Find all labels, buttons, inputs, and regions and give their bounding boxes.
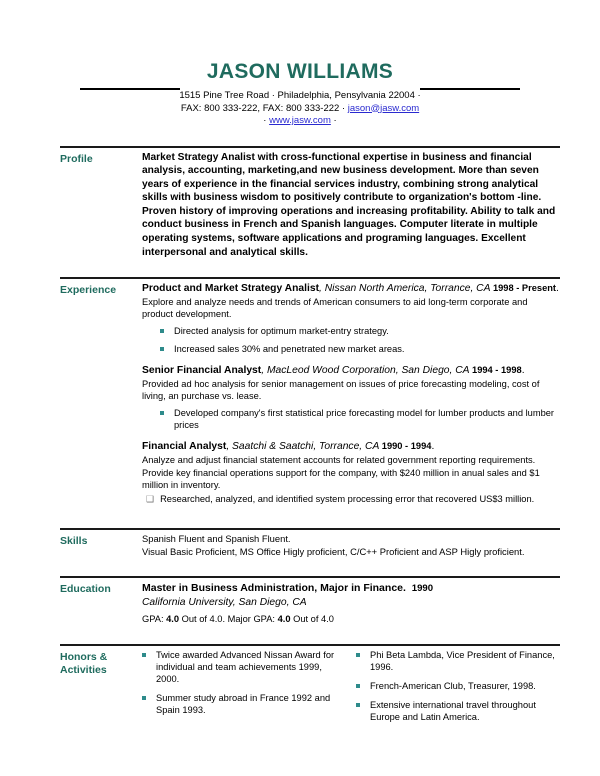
bullet-dot-icon	[356, 684, 360, 688]
job-bullet-item	[160, 325, 560, 337]
honors-list-item	[356, 649, 560, 673]
website-link[interactable]: www.jasw.com	[269, 115, 331, 126]
experience-entry	[142, 282, 560, 355]
job-heading	[142, 364, 560, 377]
job-bullet-text: Directed analysis for optimum market-entry strategy.	[174, 326, 389, 337]
job-box-bullet-text: Researched, analyzed, and identified system processing error that recovered US$3 million.	[160, 494, 535, 505]
section-label-skills: Skills	[60, 535, 88, 548]
job-description-secondary: Provide key financial operations support for the company, with $240 million in anual sales and $1 million in inventory.	[142, 468, 540, 491]
honors-item-text: Summer study abroad in France 1992 and Spain 1993.	[156, 693, 331, 716]
gpa-value: 4.0	[166, 614, 180, 625]
skills-line: Visual Basic Proficient, MS Office Higly proficient, C/C++ Proficient and ASP Higly proficient.	[142, 545, 525, 557]
honors-list-item	[142, 649, 346, 685]
section-label-experience: Experience	[60, 284, 117, 297]
bullet-dot-icon	[142, 653, 146, 657]
gpa-scale: Out of 4.0.	[179, 614, 228, 625]
bullet-dot-icon	[142, 696, 146, 700]
job-dates-suffix: .	[431, 441, 435, 453]
major-gpa-scale: Out of 4.0	[290, 614, 334, 625]
section-label-profile: Profile	[60, 152, 93, 165]
honors-list-item	[356, 699, 560, 723]
job-organization: , Saatchi & Saatchi, Torrance, CA	[226, 441, 382, 453]
job-description: Analyze and adjust financial statement accounts for related government reporting requirements.	[142, 455, 536, 466]
job-bullet-list	[142, 407, 560, 431]
job-dates: 1994 - 1998	[472, 365, 522, 376]
section-honors	[0, 640, 600, 730]
experience-entry	[142, 440, 560, 505]
section-education	[0, 572, 600, 626]
honors-list	[142, 649, 346, 716]
section-profile	[0, 142, 600, 260]
section-label-honors	[60, 649, 142, 677]
education-degree-line	[142, 581, 560, 596]
profile-summary-text: Market Strategy Analist with cross-functional expertise in business and financial analysis, accounting, marketing,and new business development. More than seven years of experience in the financial services industry, combining strong analytical skills with business wisdom to positively contribute to organization's bottom -line. Proven history of improving operations and increasing profitability. Ability to talk and conduct business in French and Spanish languages. Computer literate in multiple operating systems, software applications and programing languages. Excellent interpersonal and analytical skills.	[142, 151, 556, 258]
job-dates: 1990 - 1994	[381, 441, 432, 452]
education-year: 1990	[411, 583, 434, 595]
major-gpa-value: 4.0	[277, 614, 291, 625]
job-dates-suffix: .	[521, 365, 525, 377]
major-gpa-label: Major GPA:	[227, 614, 278, 625]
section-skills	[0, 524, 600, 558]
honors-column-right	[356, 649, 560, 730]
job-organization: , Nissan North America, Torrance, CA	[319, 283, 493, 295]
honors-item-text: French-American Club, Treasurer, 1998.	[370, 681, 536, 692]
honors-list	[356, 649, 560, 723]
bullet-dot-icon	[160, 329, 164, 333]
section-label-honors-line1: Honors &	[60, 651, 108, 664]
honors-list-item	[356, 680, 560, 692]
education-degree: Master in Business Administration, Major in Finance.	[142, 582, 406, 595]
contact-website-line	[0, 115, 600, 128]
skills-line: Spanish Fluent and Spanish Fluent.	[142, 533, 291, 545]
header-rule-left	[80, 88, 180, 90]
job-heading	[142, 440, 560, 453]
website-suffix: ·	[330, 115, 337, 126]
job-title: Product and Market Strategy Analist	[142, 283, 319, 295]
job-bullet-text: Developed company's first statistical price forecasting model for lumber products and lumber prices	[174, 408, 555, 431]
section-label-education: Education	[60, 583, 111, 596]
candidate-name: JASON WILLIAMS	[206, 60, 394, 83]
job-organization: , MacLeod Wood Corporation, San Diego, CA	[261, 365, 473, 377]
section-label-honors-line2: Activities	[60, 664, 107, 677]
job-box-bullet-line	[142, 493, 560, 505]
name-row	[0, 60, 600, 84]
missing-glyph-box-icon: ❑	[146, 494, 155, 505]
job-title: Senior Financial Analyst	[142, 365, 262, 377]
job-bullet-text: Increased sales 30% and penetrated new market areas.	[174, 344, 405, 355]
website-prefix: ·	[263, 115, 270, 126]
honors-list-item	[142, 692, 346, 716]
honors-column-left	[142, 649, 346, 730]
job-bullet-item	[160, 343, 560, 355]
job-description: Provided ad hoc analysis for senior management on issues of price forecasting modeling, cost of living, an purchase vs. lease.	[142, 379, 540, 402]
job-bullet-item	[160, 407, 560, 431]
contact-phone-line	[0, 103, 600, 116]
job-bullet-list	[142, 325, 560, 355]
education-school: California University, San Diego, CA	[142, 597, 307, 609]
bullet-dot-icon	[160, 347, 164, 351]
phone-text: FAX: 800 333-222, FAX: 800 333-222 ·	[180, 102, 348, 114]
experience-entry	[142, 364, 560, 431]
honors-columns	[142, 649, 560, 730]
honors-item-text: Twice awarded Advanced Nissan Award for individual and team achievements 1999, 2000.	[156, 650, 335, 685]
job-dates: 1998 - Present	[492, 283, 557, 294]
bullet-dot-icon	[356, 653, 360, 657]
contact-address-line: 1515 Pine Tree Road · Philadelphia, Pensylvania 22004 ·	[179, 90, 421, 101]
job-description: Explore and analyze needs and trends of American consumers to aid long-term corporate and product development.	[142, 297, 528, 320]
job-heading	[142, 282, 560, 295]
job-dates-suffix: .	[556, 283, 559, 295]
section-experience	[0, 273, 600, 514]
education-gpa-line	[142, 612, 560, 626]
gpa-label: GPA:	[142, 614, 167, 625]
honors-item-text: Phi Beta Lambda, Vice President of Finance, 1996.	[370, 650, 555, 673]
resume-header	[0, 0, 600, 128]
bullet-dot-icon	[160, 411, 164, 415]
bullet-dot-icon	[356, 703, 360, 707]
header-rule-right	[420, 88, 520, 90]
contact-block	[0, 90, 600, 128]
honors-item-text: Extensive international travel throughout Europe and Latin America.	[370, 700, 536, 723]
email-link[interactable]: jason@jasw.com	[347, 102, 420, 114]
job-title: Financial Analyst	[142, 441, 227, 453]
